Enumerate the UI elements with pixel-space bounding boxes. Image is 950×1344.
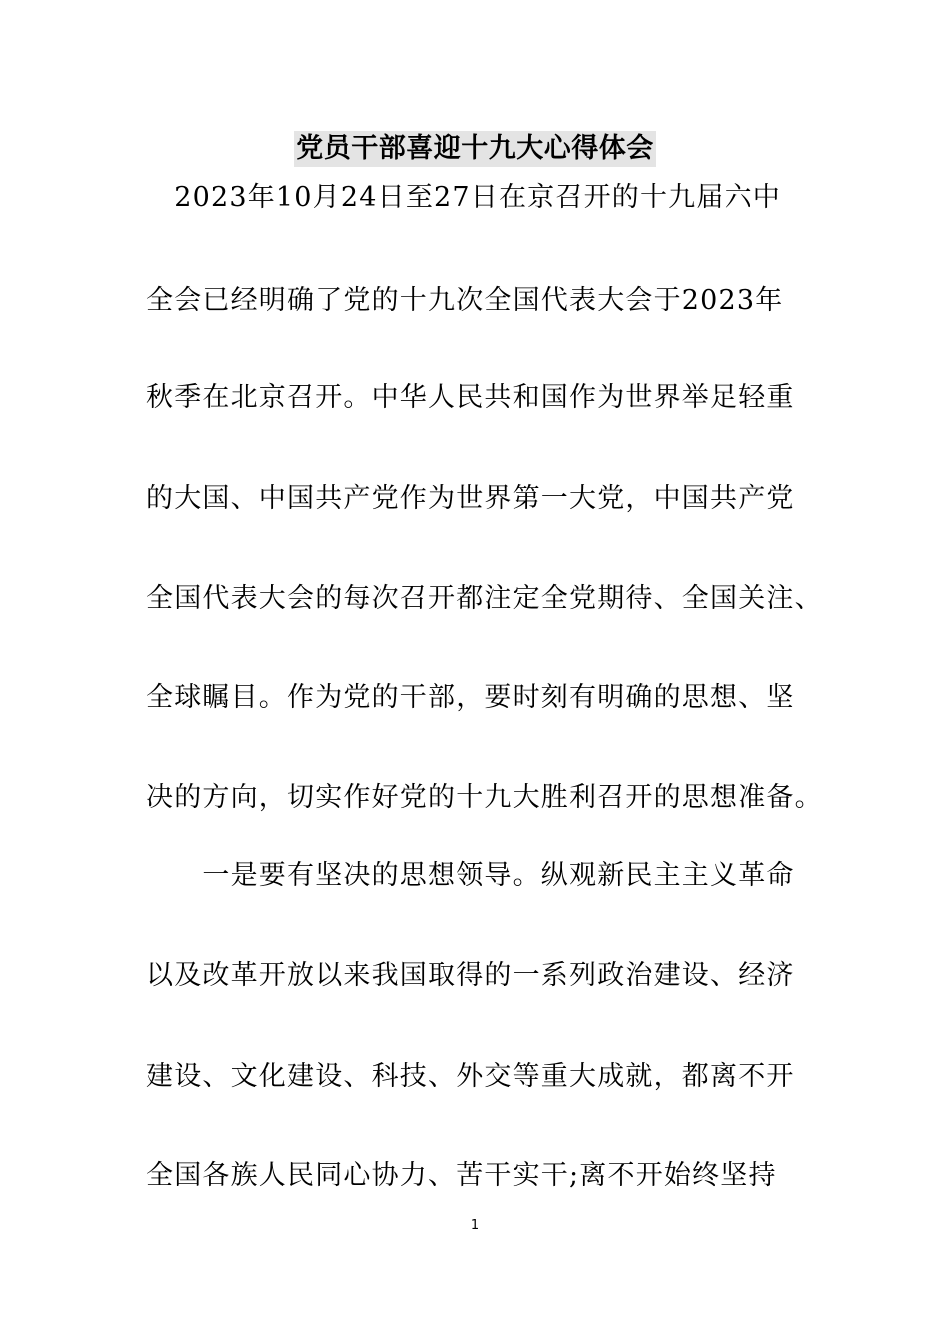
body-line-10: 建设、文化建设、科技、外交等重大成就，都离不开 xyxy=(146,1061,795,1092)
body-line-3: 秋季在北京召开。中华人民共和国作为世界举足轻重 xyxy=(146,382,795,413)
body-line-11: 全国各族人民同心协力、苦干实干;离不开始终坚持 xyxy=(146,1160,777,1191)
page-number: 1 xyxy=(470,1218,480,1233)
body-line-5: 全国代表大会的每次召开都注定全党期待、全国关注、 xyxy=(146,583,823,614)
body-line-7: 决的方向，切实作好党的十九大胜利召开的思想准备。 xyxy=(146,782,823,813)
document-title: 党员干部喜迎十九大心得体会 xyxy=(294,131,656,167)
body-line-6: 全球瞩目。作为党的干部，要时刻有明确的思想、坚 xyxy=(146,682,795,713)
body-line-9: 以及改革开放以来我国取得的一系列政治建设、经济 xyxy=(146,960,795,991)
body-line-4: 的大国、中国共产党作为世界第一大党，中国共产党 xyxy=(146,483,795,514)
body-line-1: 2023年10月24日至27日在京召开的十九届六中 xyxy=(146,182,781,213)
body-line-2: 全会已经明确了党的十九次全国代表大会于2023年 xyxy=(146,285,784,316)
title-container xyxy=(0,131,950,167)
body-line-8: 一是要有坚决的思想领导。纵观新民主主义革命 xyxy=(146,860,795,891)
